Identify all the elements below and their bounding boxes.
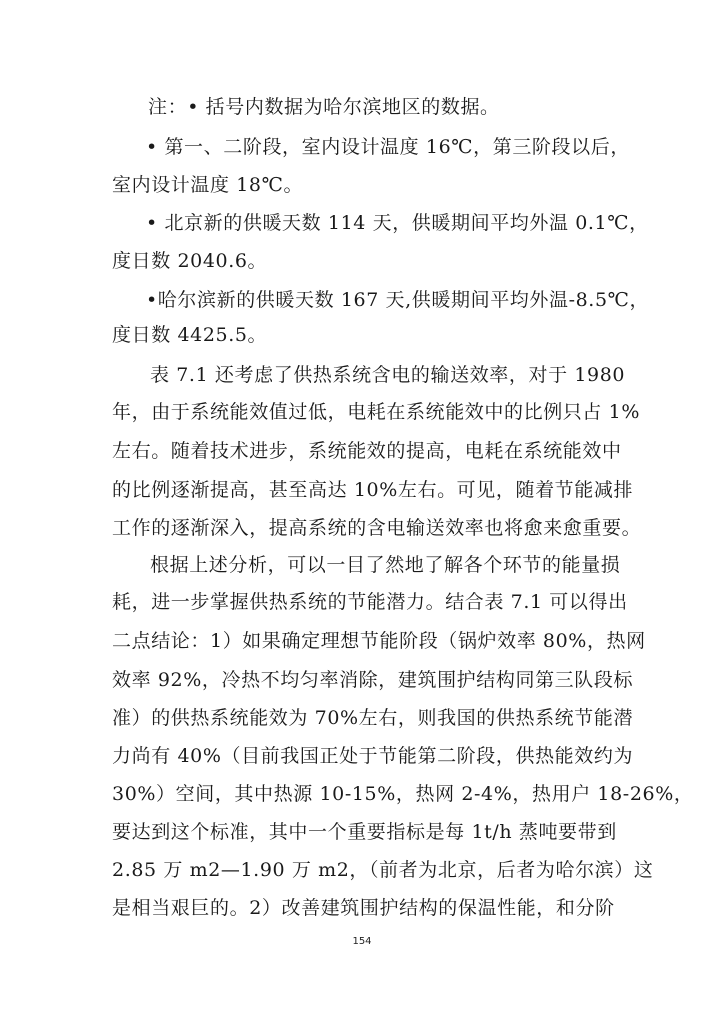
paragraph-2-line: 要达到这个标准，其中一个重要指标是每 1t/h 蒸吨要带到 [112,821,617,843]
paragraph-2-line: 2.85 万 m2—1.90 万 m2，（前者为北京，后者为哈尔滨）这 [112,859,654,881]
note-line-6: •哈尔滨新的供暖天数 167 天,供暖期间平均外温-8.5℃， [146,289,650,311]
page-number: 154 [352,936,372,947]
note-line-4: • 北京新的供暖天数 114 天，供暖期间平均外温 0.1℃， [146,212,649,234]
paragraph-1-line: 工作的逐渐深入，提高系统的含电输送效率也将愈来愈重要。 [112,517,642,539]
paragraph-2-line: 30%）空间，其中热源 10-15%，热网 2-4%，热用户 18-26%， [112,783,694,805]
paragraph-1-line: 的比例逐渐提高，甚至高达 10%左右。可见，随着节能减排 [112,479,634,501]
paragraph-2-line: 耗，进一步掌握供热系统的节能潜力。结合表 7.1 可以得出 [112,591,628,613]
paragraph-2-line: 根据上述分析，可以一目了然地了解各个环节的能量损 [150,554,621,576]
paragraph-2-line: 准）的供热系统能效为 70%左右，则我国的供热系统节能潜 [112,707,634,729]
paragraph-2-line: 力尚有 40%（目前我国正处于节能第二阶段，供热能效约为 [112,745,634,767]
note-line-7: 度日数 4425.5。 [112,324,268,346]
paragraph-1-line: 表 7.1 还考虑了供热系统含电的输送效率，对于 1980 [150,364,626,386]
paragraph-2-line: 是相当艰巨的。2）改善建筑围护结构的保温性能，和分阶 [112,897,615,919]
paragraph-2-line: 效率 92%，冷热不均匀率消除，建筑围护结构同第三队段标 [112,669,634,691]
note-line-1: 注：• 括号内数据为哈尔滨地区的数据。 [148,96,500,118]
note-line-3: 室内设计温度 18℃。 [112,174,304,196]
paragraph-1-line: 年，由于系统能效值过低，电耗在系统能效中的比例只占 1% [112,401,640,423]
paragraph-2-line: 二点结论：1）如果确定理想节能阶段（锅炉效率 80%，热网 [112,630,646,652]
note-line-5: 度日数 2040.6。 [112,250,268,272]
note-line-2: • 第一、二阶段，室内设计温度 16℃，第三阶段以后， [146,136,630,158]
paragraph-1-line: 左右。随着技术进步，系统能效的提高，电耗在系统能效中 [112,440,622,462]
